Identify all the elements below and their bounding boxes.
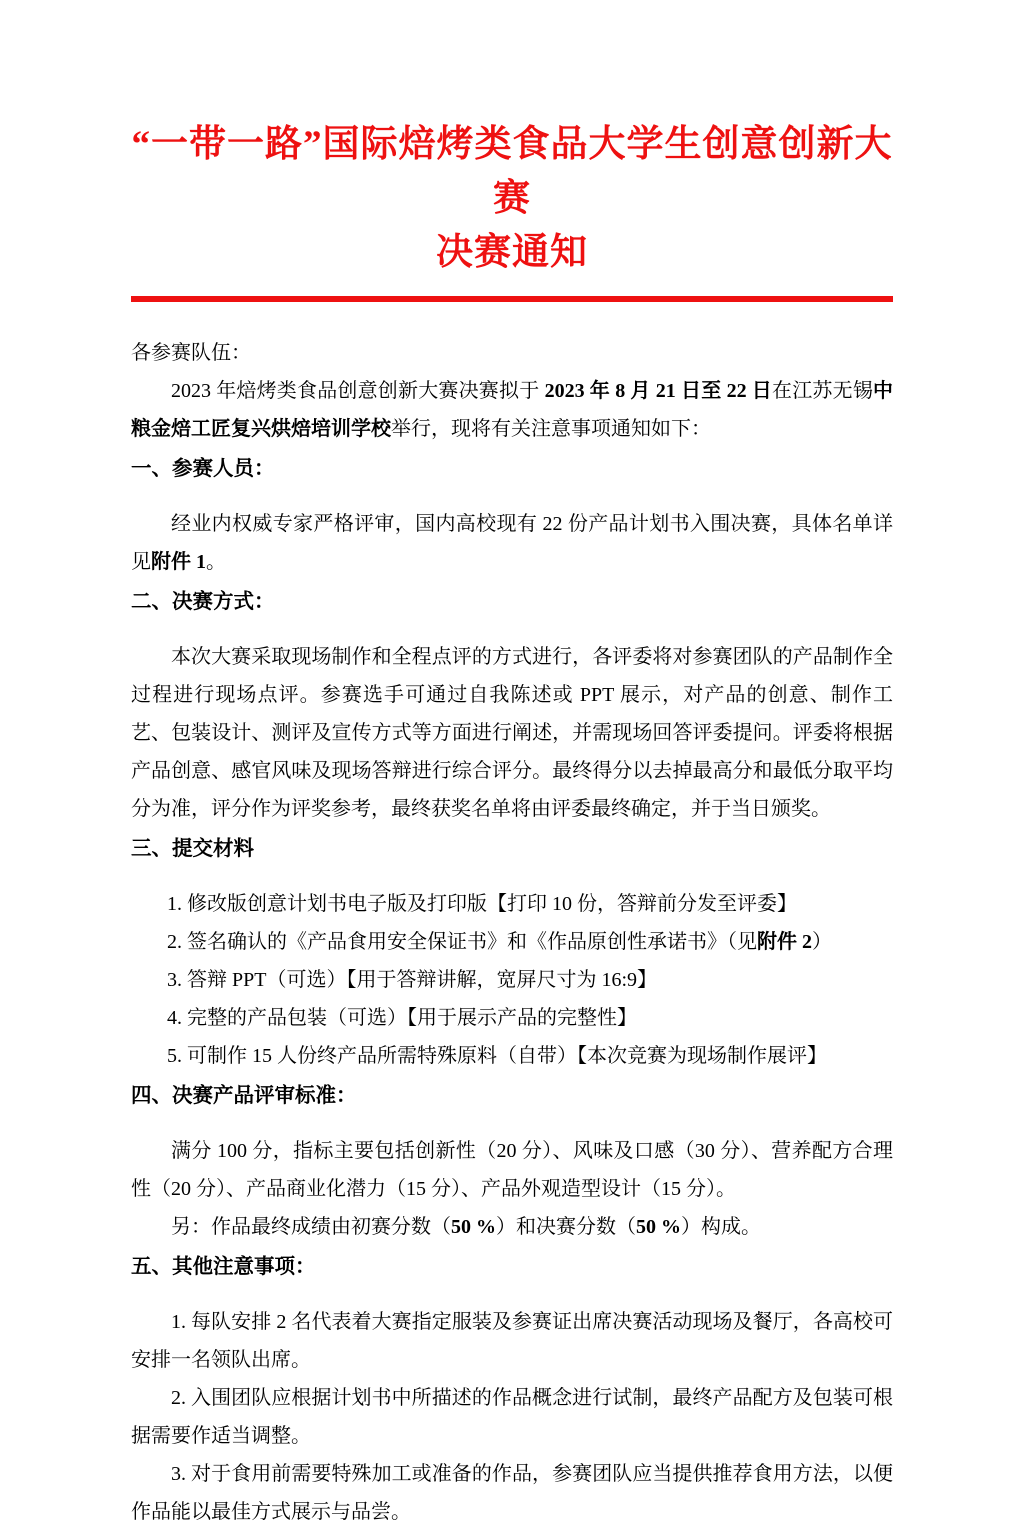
section-1-text-end: 。 <box>206 551 226 573</box>
submission-item-2-text: 2. 签名确认的《产品食用安全保证书》和《作品原创性承诺书》（见 <box>167 931 757 953</box>
notice-item-2: 2. 入围团队应根据计划书中所描述的作品概念进行试制，最终产品配方及包装可根据需要作适当调整。 <box>131 1387 893 1447</box>
section-1-paragraph <box>131 505 893 581</box>
intro-text-3: 举行，现将有关注意事项通知如下： <box>391 418 711 440</box>
section-4-paragraph: 满分 100 分，指标主要包括创新性（20 分）、风味及口感（30 分）、营养配方合理性（20 分）、产品商业化潜力（15 分）、产品外观造型设计（15 分）。 <box>131 1140 893 1200</box>
submission-item-1: 1. 修改版创意计划书电子版及打印版【打印 10 份，答辩前分发至评委】 <box>167 893 797 915</box>
section-2-paragraph: 本次大赛采取现场制作和全程点评的方式进行，各评委将对参赛团队的产品制作全过程进行现场点评。参赛选手可通过自我陈述或 PPT 展示，对产品的创意、制作工艺、包装设计、测评及宣传方式等方面进行阐述，并需现场回答评委提问。评委将根据产品创意、感官风味及现场答辩进行综合评分。最终得分以去掉最高分和最低分取平均分为准，评分作为评奖参考，最终获奖名单将由评委最终确定，并于当日颁奖。 <box>131 646 893 820</box>
section-4-bold-preliminary-percent: 50 % <box>451 1216 496 1238</box>
intro-bold-venue: 中粮金焙工匠复兴烘焙培训学校 <box>131 380 894 440</box>
title-divider-rule <box>131 296 893 302</box>
submission-item-2-text-end: ） <box>812 931 832 953</box>
document-title-line1: “一带一路”国际焙烤类食品大学生创意创新大赛 <box>131 124 893 219</box>
submission-item-2 <box>131 923 893 961</box>
section-5-heading: 五、其他注意事项： <box>131 1256 316 1278</box>
section-4-bold-final-percent: 50 % <box>636 1216 681 1238</box>
section-2-heading: 二、决赛方式： <box>131 591 275 613</box>
submission-item-4: 4. 完整的产品包装（可选）【用于展示产品的完整性】 <box>167 1007 637 1029</box>
intro-paragraph <box>131 372 893 448</box>
submission-item-2-bold-attachment: 附件 2 <box>757 931 812 953</box>
section-3-heading: 三、提交材料 <box>131 838 254 860</box>
notice-item-1: 1. 每队安排 2 名代表着大赛指定服装及参赛证出席决赛活动现场及餐厅，各高校可安排一名领队出席。 <box>131 1311 893 1371</box>
section-1-text: 经业内权威专家严格评审，国内高校现有 22 份产品计划书入围决赛，具体名单详见 <box>131 513 893 573</box>
section-4-note <box>131 1208 893 1246</box>
section-4-note-text: 另：作品最终成绩由初赛分数（ <box>171 1216 451 1238</box>
intro-bold-date: 2023 年 8 月 21 日至 22 日 <box>544 380 773 402</box>
submission-item-3: 3. 答辩 PPT（可选）【用于答辩讲解，宽屏尺寸为 16:9】 <box>167 969 658 991</box>
section-4-note-mid: ）和决赛分数（ <box>496 1216 636 1238</box>
section-1-bold-attachment: 附件 1 <box>151 551 206 573</box>
document-page <box>131 0 893 1531</box>
notice-item-3: 3. 对于食用前需要特殊加工或准备的作品，参赛团队应当提供推荐食用方法，以便作品能以最佳方式展示与品尝。 <box>131 1463 893 1523</box>
section-4-note-end: ）构成。 <box>681 1216 761 1238</box>
section-1-heading: 一、参赛人员： <box>131 458 275 480</box>
section-4-heading: 四、决赛产品评审标准： <box>131 1085 357 1107</box>
intro-text-1: 2023 年焙烤类食品创意创新大赛决赛拟于 <box>171 380 545 402</box>
submission-item-5: 5. 可制作 15 人份终产品所需特殊原料（自带）【本次竞赛为现场制作展评】 <box>167 1045 827 1067</box>
document-title <box>131 118 893 280</box>
intro-text-2: 在江苏无锡 <box>772 380 874 402</box>
document-title-line2: 决赛通知 <box>436 232 588 273</box>
salutation: 各参赛队伍： <box>131 342 251 364</box>
